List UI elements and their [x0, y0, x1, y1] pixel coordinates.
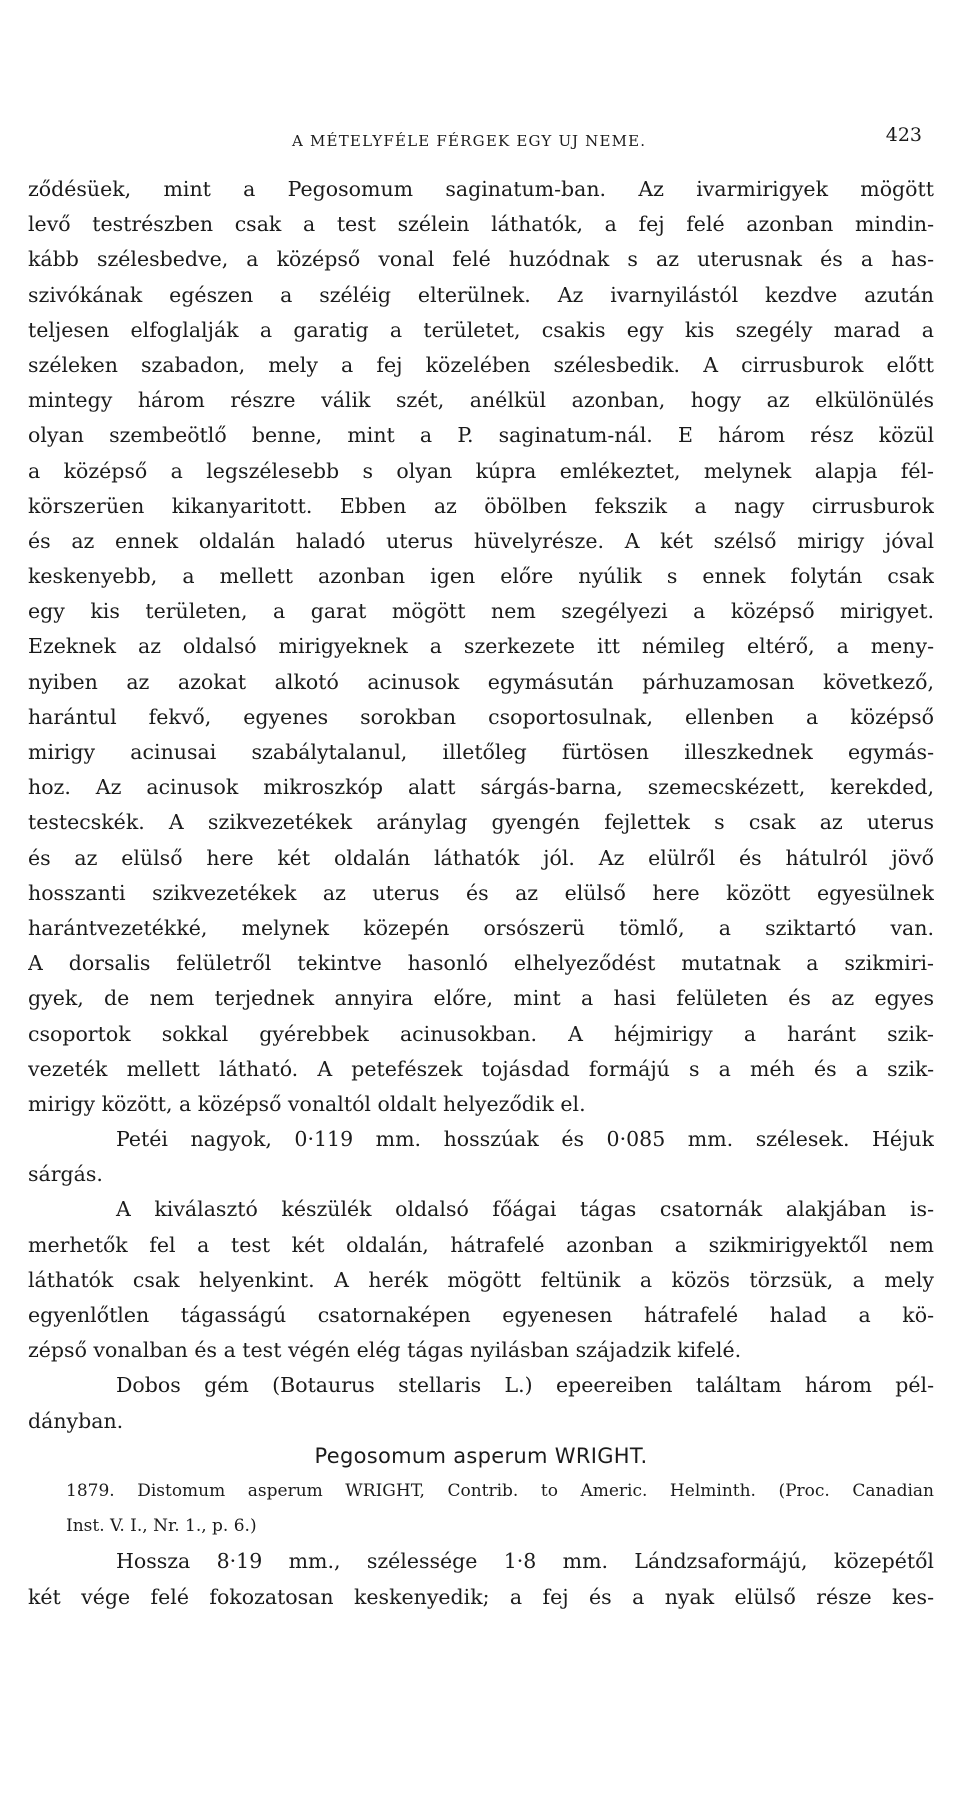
- text-line: keskenyebb, a mellett azonban igen előre nyúlik s ennek folytán csak: [28, 564, 934, 589]
- text-line: láthatók csak helyenkint. A herék mögött feltünik a közös törzsük, a mely: [28, 1267, 934, 1292]
- text-line: mintegy három részre válik szét, anélkül azonban, hogy az elkülönülés: [28, 388, 934, 413]
- text-line: harántul fekvő, egyenes sorokban csoportosulnak, ellenben a középső: [28, 704, 934, 729]
- text-line: testecskék. A szikvezetékek aránylag gyengén fejlettek s csak az uterus: [28, 810, 934, 835]
- citation-line: Inst. V. I., Nr. 1., p. 6.): [66, 1516, 257, 1537]
- text-line: Hossza 8·19 mm., szélessége 1·8 mm. Lándzsaformájú, közepétől: [116, 1549, 934, 1574]
- text-line: A kiválasztó készülék oldalsó főágai tágas csatornák alakjában is-: [116, 1197, 934, 1222]
- text-line: olyan szembeötlő benne, mint a P. saginatum-nál. E három rész közül: [28, 423, 934, 448]
- text-line: Dobos gém (Botaurus stellaris L.) epeereiben találtam három pél-: [116, 1373, 934, 1398]
- text-line: és az elülső here két oldalán láthatók jól. Az elülről és hátulról jövő: [28, 845, 934, 870]
- text-line: merhetők fel a test két oldalán, hátrafelé azonban a szikmirigyektől nem: [28, 1232, 934, 1257]
- citation-line: 1879. Distomum asperum WRIGHT, Contrib. to Americ. Helminth. (Proc. Canadian: [66, 1480, 934, 1501]
- text-line: hosszanti szikvezetékek az uterus és az elülső here között egyesülnek: [28, 880, 934, 905]
- text-line: vezeték mellett látható. A petefészek tojásdad formájú s a méh és a szik-: [28, 1056, 934, 1081]
- text-line: sárgás.: [28, 1162, 103, 1187]
- text-line: gyek, de nem terjednek annyira előre, mint a hasi felületen és az egyes: [28, 986, 934, 1011]
- section-heading: Pegosomum asperum WRIGHT.: [314, 1443, 648, 1468]
- text-line: ződésüek, mint a Pegosomum saginatum-ban. Az ivarmirigyek mögött: [28, 177, 934, 201]
- text-line: kább szélesbedve, a középső vonal felé huzódnak s az uterusnak és a has-: [28, 247, 934, 272]
- text-line: körszerüen kikanyaritott. Ebben az öbölben fekszik a nagy cirrusburok: [28, 493, 934, 518]
- running-title: A MÉTELYFÉLE FÉRGEK EGY UJ NEME.: [292, 132, 647, 150]
- text-line: teljesen elfoglalják a garatig a területet, csakis egy kis szegély marad a: [28, 317, 934, 342]
- text-line: nyiben az azokat alkotó acinusok egymásután párhuzamosan következő,: [28, 669, 934, 694]
- text-line: levő testrészben csak a test szélein láthatók, a fej felé azonban mindin-: [28, 212, 934, 237]
- text-line: zépső vonalban és a test végén elég tágas nyilásban szájadzik kifelé.: [28, 1338, 742, 1363]
- text-line: hoz. Az acinusok mikroszkóp alatt sárgás-barna, szemecskézett, kerekded,: [28, 775, 934, 800]
- text-line: A dorsalis felületről tekintve hasonló elhelyeződést mutatnak a szikmiri-: [28, 951, 934, 976]
- text-line: a középső a legszélesebb s olyan kúpra emlékeztet, melynek alapja fél-: [28, 458, 934, 483]
- text-line: mirigy acinusai szabálytalanul, illetőleg fürtösen illeszkednek egymás-: [28, 740, 934, 764]
- text-line: szivókának egészen a széléig elterülnek. Az ivarnyilástól kezdve azután: [28, 282, 934, 307]
- text-line: Petéi nagyok, 0·119 mm. hosszúak és 0·085 mm. szélesek. Héjuk: [116, 1127, 934, 1152]
- text-line: csoportok sokkal gyérebbek acinusokban. A héjmirigy a haránt szik-: [28, 1021, 934, 1046]
- page-number: 423: [885, 124, 922, 146]
- text-line: Ezeknek az oldalsó mirigyeknek a szerkezete itt némileg eltérő, a meny-: [28, 634, 934, 659]
- text-line: harántvezetékké, melynek közepén orsószerü tömlő, a sziktartó van.: [28, 915, 934, 940]
- text-line: egyenlőtlen tágasságú csatornaképen egyenesen hátrafelé halad a kö-: [28, 1303, 934, 1327]
- text-line: dányban.: [28, 1408, 124, 1433]
- text-line: széleken szabadon, mely a fej közelében szélesbedik. A cirrusburok előtt: [28, 352, 934, 377]
- text-line: és az ennek oldalán haladó uterus hüvelyrésze. A két szélső mirigy jóval: [28, 528, 934, 553]
- text-line: két vége felé fokozatosan keskenyedik; a fej és a nyak elülső része kes-: [28, 1584, 934, 1609]
- running-head: [292, 124, 922, 154]
- text-line: mirigy között, a középső vonaltól oldalt helyeződik el.: [28, 1091, 586, 1116]
- body-text: [28, 172, 934, 1615]
- text-line: egy kis területen, a garat mögött nem szegélyezi a középső mirigyet.: [28, 599, 934, 624]
